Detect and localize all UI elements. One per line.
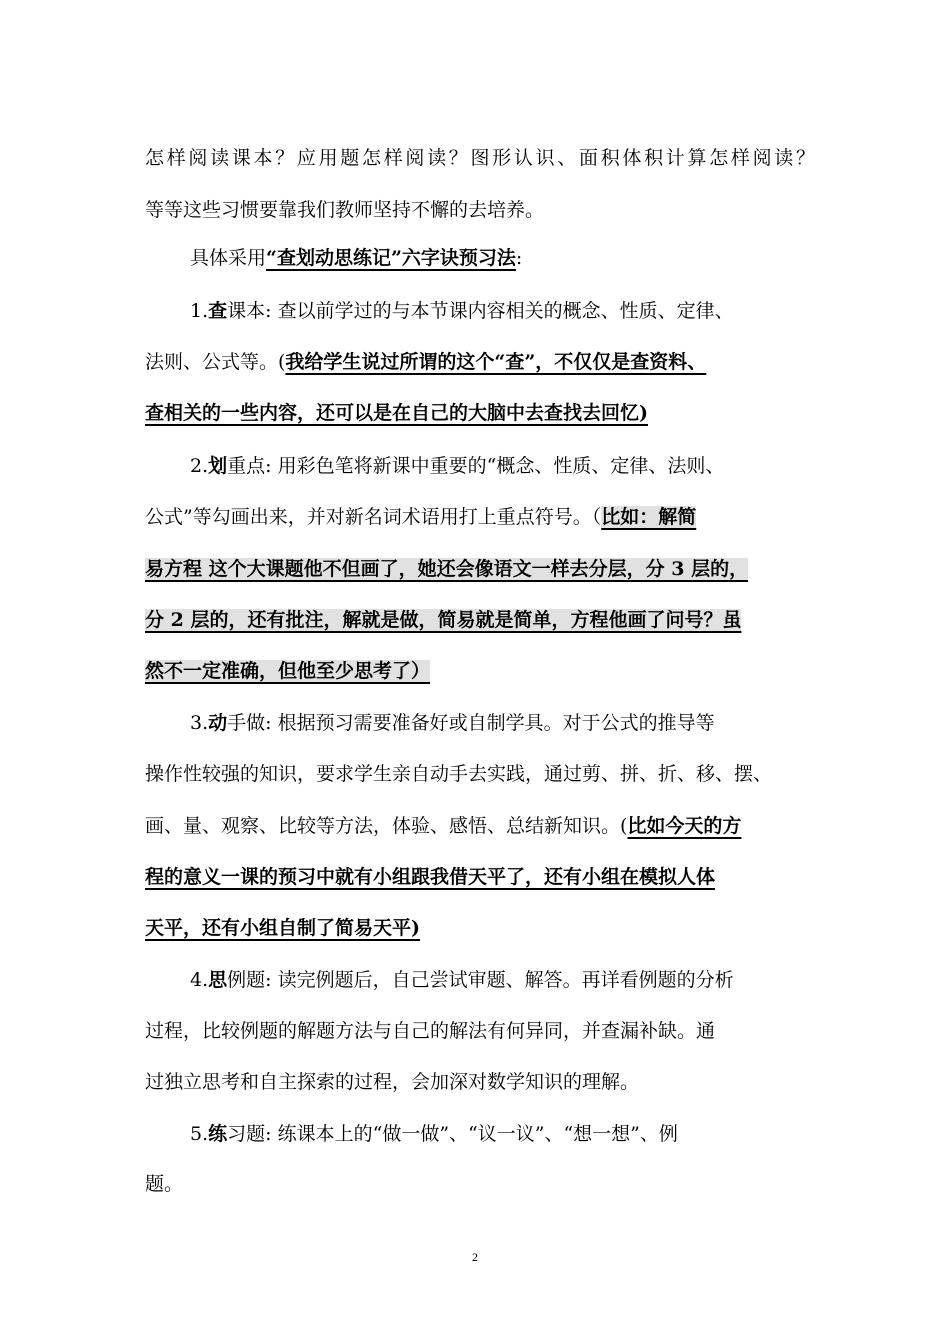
item5-line-1 — [190, 1120, 860, 1148]
intro-line-2: 等等这些习惯要靠我们教师坚持不懈的去培养。 — [145, 199, 545, 221]
item3-note-4: 程的意义一课的预习中就有小组跟我借天平了，还有小组在模拟人体 — [145, 866, 716, 888]
item2-line-5 — [145, 657, 815, 685]
item1-text-1: 查以前学过的与本节课内容相关的概念、性质、定律、 — [277, 300, 734, 322]
item3-line-5 — [145, 914, 815, 942]
item1-key: 查 — [208, 300, 228, 322]
item5-key: 练 — [208, 1123, 228, 1145]
item4-line-1 — [190, 966, 860, 994]
item3-line-4 — [145, 863, 815, 891]
item5-rest: 习题: — [227, 1123, 272, 1145]
item2-note-4: 分 2 层的，还有批注，解就是做，简易就是简单，方程他画了问号？虽 — [145, 609, 742, 631]
item2-line-1 — [190, 452, 860, 480]
item4-rest: 例题: — [227, 969, 272, 991]
item1-note-start: 我给学生说过所谓的这个“查”，不仅仅是查资料、 — [285, 351, 707, 373]
item3-note-start: 比如今天的方 — [627, 815, 742, 837]
method-intro — [190, 244, 860, 272]
item1-note-end: 查相关的一些内容，还可以是在自己的大脑中去查找去回忆) — [145, 402, 648, 424]
item2-rest: 重点: — [227, 455, 272, 477]
item3-line-1 — [190, 709, 860, 737]
item2-line-3 — [145, 555, 829, 583]
item2-text-1: 用彩色笔将新课中重要的“概念、性质、定律、法则、 — [277, 455, 725, 477]
method-suffix: : — [515, 247, 523, 269]
item3-key: 动 — [208, 712, 228, 734]
item3-text-3: 画、量、观察、比较等方法，体验、感悟、总结新知识。( — [145, 815, 628, 837]
page-number: 2 — [472, 1250, 478, 1264]
item3-rest: 手做: — [227, 712, 272, 734]
item3-note-5: 天平，还有小组自制了简易天平) — [145, 917, 420, 939]
item1-line-1 — [190, 297, 860, 325]
method-prefix: 具体采用 — [190, 247, 267, 269]
item2-text-2: 公式”等勾画出来，并对新名词术语用打上重点符号。（ — [145, 506, 602, 528]
item5-line-2: 题。 — [145, 1173, 184, 1195]
item4-num: 4. — [190, 969, 209, 991]
item4-text-1: 读完例题后，自己尝试审题、解答。再详看例题的分析 — [277, 969, 734, 991]
item1-text-2: 法则、公式等。( — [145, 351, 286, 373]
item3-text-1: 根据预习需要准备好或自制学具。对于公式的推导等 — [277, 712, 715, 734]
item2-line-4 — [145, 606, 815, 634]
item2-note-start: 比如：解简 — [601, 506, 697, 528]
item3-line-2: 操作性较强的知识，要求学生亲自动手去实践，通过剪、拼、折、移、摆、 — [145, 763, 773, 785]
intro-line-1: 怎样阅读课本？应用题怎样阅读？图形认识、面积体积计算怎样阅读？ — [145, 147, 815, 169]
item5-text-1: 练课本上的“做一做”、“议一议”、“想一想”、例 — [277, 1123, 678, 1145]
item3-num: 3. — [190, 712, 209, 734]
item3-line-3 — [145, 812, 815, 840]
item4-line-2: 过程，比较例题的解题方法与自己的解法有何异同，并查漏补缺。通 — [145, 1020, 716, 1042]
item2-num: 2. — [190, 455, 209, 477]
item2-note-5: 然不一定准确，但他至少思考了） — [145, 660, 431, 682]
item2-note-3: 易方程 这个大课题他不但画了，她还会像语文一样去分层，分 3 层的， — [145, 558, 749, 580]
item2-key: 划 — [208, 455, 228, 477]
item5-num: 5. — [190, 1123, 209, 1145]
item2-line-2 — [145, 503, 815, 531]
item1-num: 1. — [190, 300, 209, 322]
item4-key: 思 — [208, 969, 228, 991]
method-name: “查划动思练记”六字诀预习法 — [266, 247, 516, 269]
item1-rest: 课本: — [227, 300, 272, 322]
item1-line-3 — [145, 399, 815, 427]
item1-line-2 — [145, 348, 815, 376]
item4-line-3: 过独立思考和自主探索的过程，会加深对数学知识的理解。 — [145, 1071, 640, 1093]
